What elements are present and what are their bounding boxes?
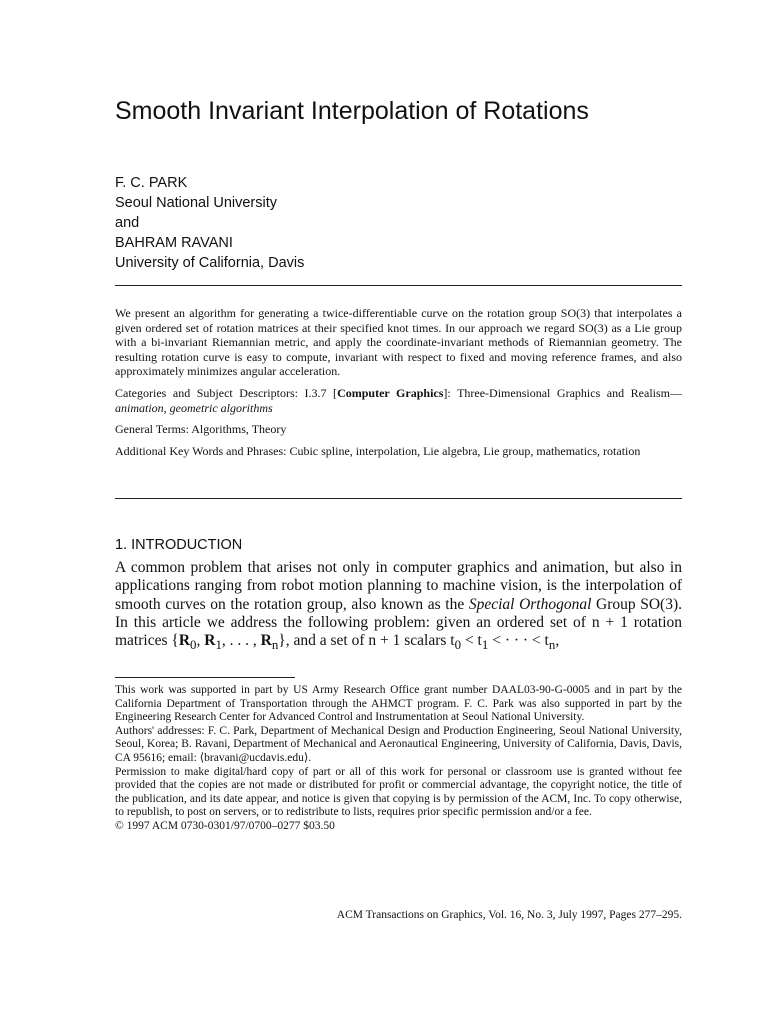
intro-text-1: A common problem that arises not only in computer graphics and animation, but also in applications ranging from robot motion planning to machine vision, is the interpolation of smooth curves on the rotation group, also known as the [115, 559, 682, 613]
intro-italic: Special Orthogonal [468, 595, 592, 613]
footnote-copyright: © 1997 ACM 0730-0301/97/0700–0277 $03.50 [115, 819, 335, 832]
matrix-r0: R [178, 632, 191, 650]
t-sub-0: 0 [454, 637, 462, 653]
footnote-addresses: Authors' addresses: F. C. Park, Department of Mechanical Design and Production Engineering, Seoul National University, Seoul, Korea; B. Ravani, Department of Mechanical and Aeronautical Engineering, University of California, Davis, Davis, CA 95616; email: ⟨bravani@ucdavis.edu⟩. [115, 724, 682, 764]
intro-end: , [555, 632, 560, 650]
comma: , [196, 632, 205, 650]
categories-line [115, 386, 682, 415]
t-sub-n: n [548, 637, 556, 653]
intro-text-3: n + 1 rotation matrices { [115, 613, 682, 650]
matrix-rn: R [260, 632, 272, 650]
t-sub-1: 1 [481, 637, 489, 653]
abstract-block [115, 306, 682, 465]
keywords: Additional Key Words and Phrases: Cubic spline, interpolation, Lie algebra, Lie group, mathematics, rotation [115, 443, 641, 458]
categories-mid: ]: Three-Dimensional Graphics and Realism— [443, 385, 683, 400]
ellipsis: , . . . , [221, 632, 261, 650]
author-name-2: BAHRAM RAVANI [115, 235, 233, 251]
matrix-r1: R [204, 632, 216, 650]
top-divider [115, 285, 682, 286]
section-heading: 1. INTRODUCTION [115, 537, 243, 553]
intro-paragraph [115, 559, 682, 655]
sub-n: n [271, 637, 279, 653]
footnote-block [115, 684, 682, 834]
bottom-divider [115, 498, 682, 499]
lt-1: < t [461, 632, 482, 650]
categories-prefix: Categories and Subject Descriptors: I.3.7 [ [115, 385, 338, 400]
sub-1: 1 [215, 637, 222, 653]
author-name-1: F. C. PARK [115, 175, 188, 191]
author-affiliation-1: Seoul National University [115, 195, 277, 211]
paper-title: Smooth Invariant Interpolation of Rotations [115, 97, 589, 125]
sub-0: 0 [190, 637, 197, 653]
categories-italic: animation, geometric algorithms [115, 400, 273, 415]
abstract-text: We present an algorithm for generating a twice-differentiable curve on the rotation group SO(3) that interpolates a given ordered set of rotation matrices at their specified knot times. In our approach we regard SO(3) as a Lie group with a bi-invariant Riemannian metric, and apply the coordinate-invariant methods of Riemannian geometry. The resulting rotation curve is easy to compute, invariant with respect to fixed and moving reference frames, and also approximately minimizes angular acceleration. [115, 306, 682, 379]
general-terms: General Terms: Algorithms, Theory [115, 422, 287, 437]
footnote-permission: Permission to make digital/hard copy of part or all of this work for personal or classroom use is granted without fee provided that the copies are not made or distributed for profit or commercial advantage, the copyright notice, the title of the publication, and its date appear, and notice is given that copying is by permission of the ACM, Inc. To copy otherwise, to republish, to post on servers, or to redistribute to lists, requires prior specific permission and/or a fee. [115, 765, 682, 819]
footnote-support: This work was supported in part by US Army Research Office grant number DAAL03-90-G-0005 and in part by the California Department of Transportation through the AHMCT program. F. C. Park was also supported in part by the Engineering Research Center for Advanced Control and Instrumentation at Seoul National University. [115, 684, 682, 724]
intro-text-2: Group SO(3). In this article we address the following problem: given an ordered set of [115, 595, 682, 631]
author-block [115, 173, 675, 273]
author-separator: and [115, 215, 140, 231]
author-affiliation-2: University of California, Davis [115, 255, 305, 271]
intro-text-4: }, and a set of n + 1 scalars t [278, 632, 455, 650]
categories-bold: Computer Graphics [337, 385, 444, 400]
footnote-divider [115, 677, 295, 678]
lt-2: < · · · < t [488, 632, 549, 650]
journal-citation: ACM Transactions on Graphics, Vol. 16, No. 3, July 1997, Pages 277–295. [336, 909, 682, 921]
